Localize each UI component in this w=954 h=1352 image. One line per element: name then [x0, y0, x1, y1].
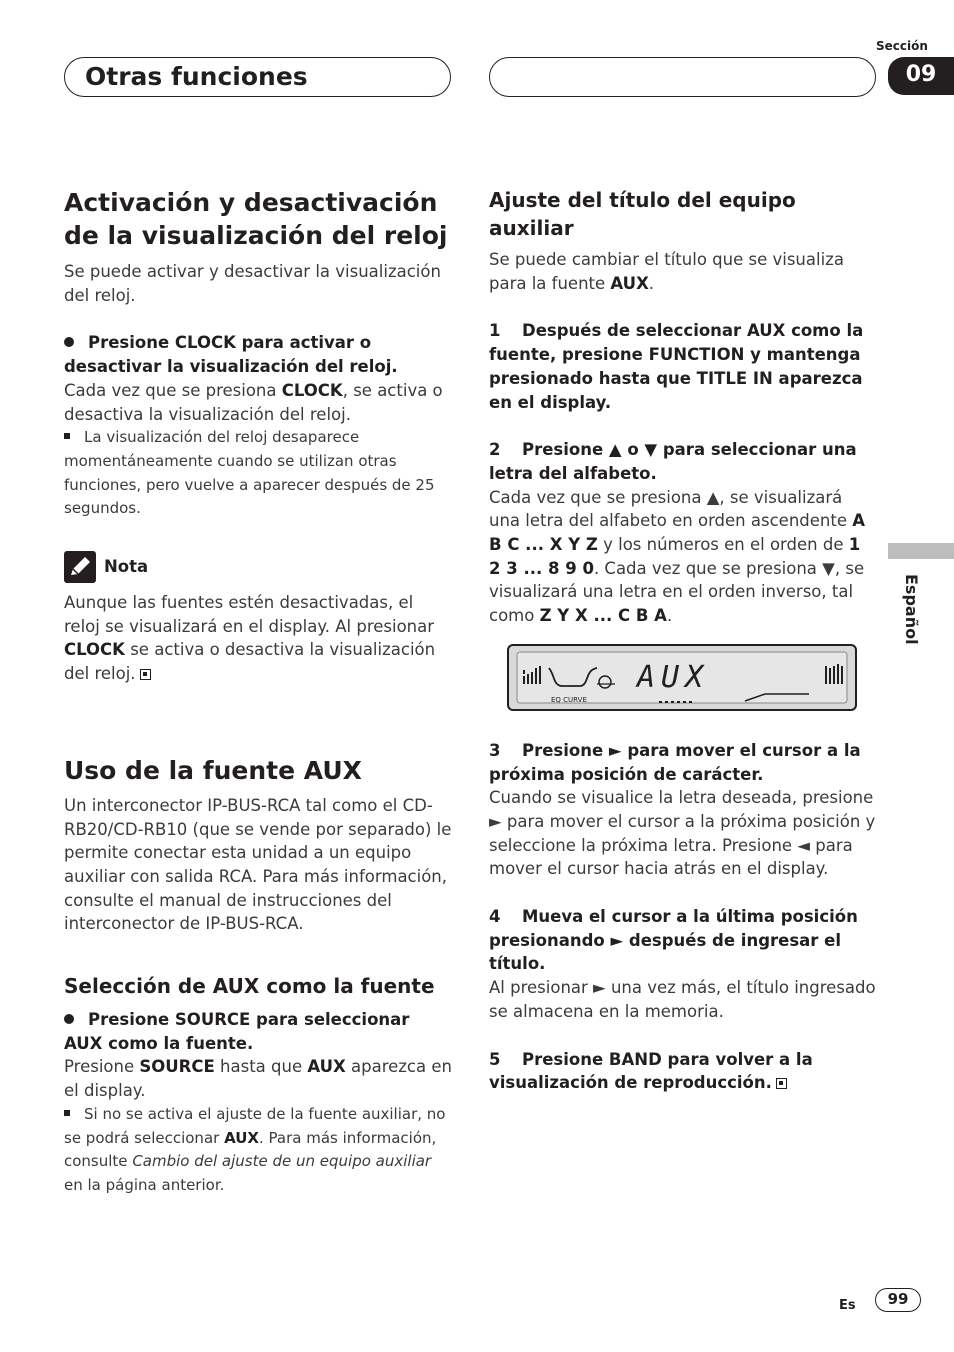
nota-text-key: CLOCK [64, 640, 125, 660]
lcd-text: AUX [637, 659, 710, 695]
step-4-text: Mueva el cursor a la última posición presionando ► después de ingresar el título. [489, 907, 858, 974]
clock-bullet-text: Presione CLOCK para activar o desactivar la visualización del reloj. [64, 333, 398, 377]
section-number-badge: 09 [888, 57, 954, 95]
select-note-mid: . Para más información, consulte [64, 1128, 437, 1171]
select-note-key: AUX [224, 1128, 259, 1147]
clock-bullet [64, 331, 452, 378]
title-intro-pre: Se puede cambiar el título que se visualiza para la fuente [489, 250, 844, 293]
step-2 [489, 438, 877, 485]
step-5-number: 5 [489, 1049, 501, 1069]
clock-body-key: CLOCK [281, 380, 343, 400]
step-2-body [489, 486, 877, 628]
lcd-label: EQ CURVE [551, 695, 587, 704]
step-1-number: 1 [489, 321, 501, 341]
select-note-pre: Si no se activa el ajuste de la fuente auxiliar, no se podrá seleccionar [64, 1104, 446, 1147]
clock-intro: Se puede activar y desactivar la visualización del reloj. [64, 262, 441, 305]
step-2-body-k2: 1 2 3 ... 8 9 0 [489, 535, 861, 578]
step-2-number: 2 [489, 440, 501, 460]
step-2-body-d: . [666, 606, 673, 626]
step-3 [489, 739, 877, 786]
end-mark-icon [776, 1078, 787, 1089]
step-2-body-a: Cada vez que se presiona ▲, se visualizará una letra del alfabeto en orden ascendente [489, 487, 853, 531]
right-column [489, 186, 877, 1095]
step-1-text: Después de seleccionar AUX como la fuente, presione FUNCTION y mantenga presionado hasta que TITLE IN aparezca en el display. [489, 321, 864, 412]
title-intro-post: . [648, 273, 655, 293]
clock-body-post: , se activa o desactiva la visualización del reloj. [64, 380, 443, 424]
clock-body-pre: Cada vez que se presiona [64, 380, 282, 400]
square-bullet-icon [64, 433, 70, 439]
aux-heading: Uso de la fuente AUX [64, 755, 362, 785]
nota-header [64, 551, 452, 583]
title-heading: Ajuste del título del equipo auxiliar [489, 188, 796, 240]
title-intro-key: AUX [610, 273, 649, 293]
bullet-icon [64, 337, 74, 347]
section-label: Sección [876, 39, 928, 53]
select-note-italic: Cambio del ajuste de un equipo auxiliar [132, 1152, 432, 1171]
select-bullet-text: Presione SOURCE para seleccionar AUX como la fuente. [64, 1010, 410, 1053]
nota-label: Nota [104, 557, 149, 577]
step-2-body-c: . Cada vez que se presiona ▼, se visualizará una letra en el orden inverso, tal como [489, 558, 865, 626]
step-2-body-k3: Z Y X ... C B A [539, 606, 667, 626]
step-1 [489, 319, 877, 414]
step-3-text: Presione ► para mover el cursor a la próxima posición de carácter. [489, 740, 861, 784]
select-body-key1: SOURCE [139, 1057, 215, 1077]
lcd-display [507, 644, 857, 711]
step-2-body-k1: A B C ... X Y Z [489, 511, 866, 555]
square-bullet-icon [64, 1110, 70, 1116]
step-2-body-b: y los números en el orden de [597, 535, 849, 555]
language-label: Español [902, 574, 921, 645]
step-4-number: 4 [489, 907, 501, 927]
clock-body [64, 379, 452, 426]
select-body-mid: hasta que [214, 1057, 308, 1077]
aux-body: Un interconector IP-BUS-RCA tal como el CD-RB20/CD-RB10 (que se vende por separado) le permite conectar esta unidad a un equipo auxiliar con salida RCA. Para más información, consulte el manual de instrucciones del interconector de IP-BUS-RCA. [64, 795, 452, 934]
nota-text-post: se activa o desactiva la visualización del reloj. [64, 640, 436, 684]
select-body-post: aparezca en el display. [64, 1057, 452, 1101]
clock-note [64, 426, 452, 521]
header-empty-pill [489, 57, 876, 97]
select-body-key2: AUX [307, 1057, 346, 1077]
step-4-body: Al presionar ► una vez más, el título ingresado se almacena en la memoria. [489, 978, 876, 1021]
select-note-post: en la página anterior. [64, 1175, 225, 1194]
bullet-icon [64, 1014, 74, 1024]
select-note [64, 1103, 452, 1198]
step-2-text: Presione ▲ o ▼ para seleccionar una letra del alfabeto. [489, 440, 857, 483]
footer-lang-code: Es [839, 1298, 856, 1313]
clock-note-text: La visualización del reloj desaparece momentáneamente cuando se utilizan otras funciones, pero vuelve a aparecer después de 25 segundos. [64, 428, 435, 518]
end-mark-icon [140, 669, 151, 680]
pencil-note-icon [64, 551, 96, 583]
page-number: 99 [875, 1288, 921, 1312]
select-body [64, 1055, 452, 1102]
select-body-pre: Presione [64, 1057, 140, 1077]
left-column [64, 186, 452, 1198]
step-3-number: 3 [489, 740, 501, 760]
section-title: Otras funciones [85, 62, 308, 91]
select-heading: Selección de AUX como la fuente [64, 974, 435, 999]
step-5 [489, 1048, 877, 1095]
clock-heading: Activación y desactivación de la visualización del reloj [64, 188, 448, 250]
nota-text-pre: Aunque las fuentes estén desactivadas, el reloj se visualizará en el display. Al presionar [64, 593, 435, 636]
step-5-text: Presione BAND para volver a la visualización de reproducción. [489, 1049, 813, 1093]
nota-box [64, 551, 452, 686]
header-title-pill [64, 57, 451, 97]
step-4 [489, 905, 877, 976]
step-3-body: Cuando se visualice la letra deseada, presione ► para mover el cursor a la próxima posición y seleccione la próxima letra. Presione ◄ para mover el cursor hacia atrás en el display. [489, 788, 876, 879]
nota-text [64, 591, 452, 686]
title-intro [489, 248, 877, 295]
select-bullet [64, 1008, 452, 1055]
language-tab [888, 543, 954, 559]
